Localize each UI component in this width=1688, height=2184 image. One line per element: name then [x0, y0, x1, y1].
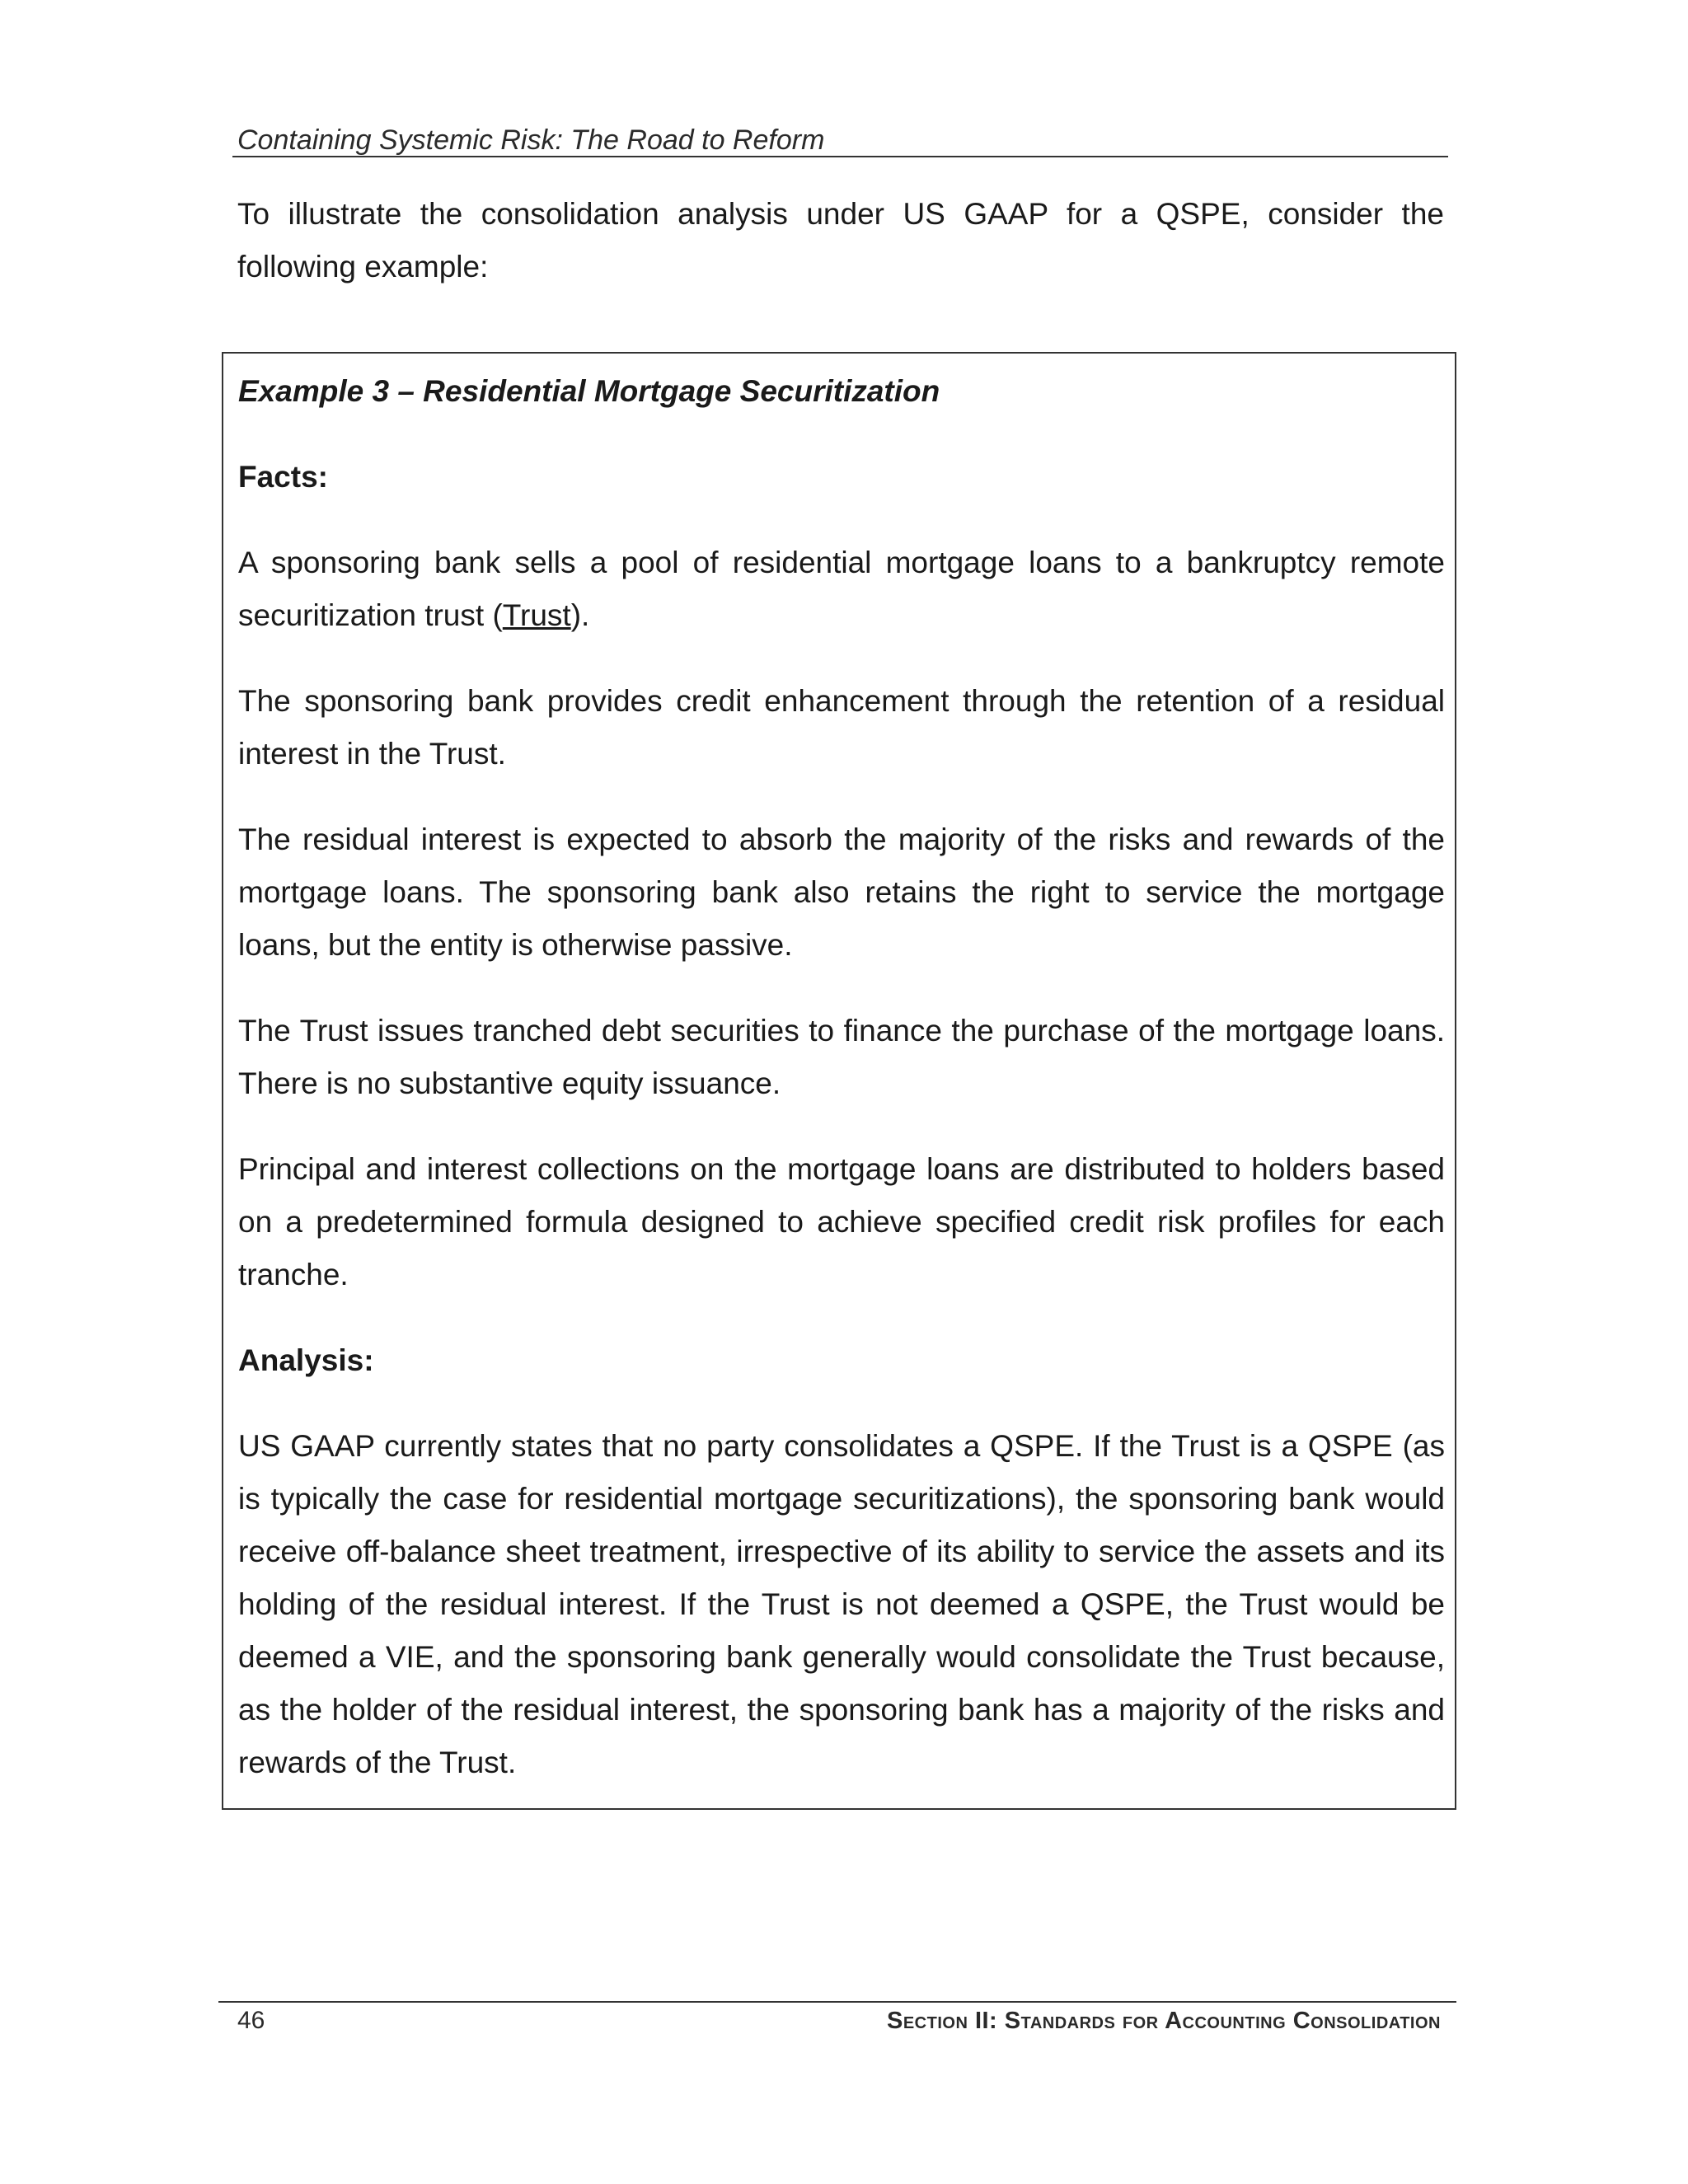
example-title: Example 3 – Residential Mortgage Securitization	[238, 374, 940, 408]
fact-paragraph-2: The sponsoring bank provides credit enhancement through the retention of a residual interest in the Trust.	[238, 684, 1445, 771]
analysis-paragraph: US GAAP currently states that no party consolidates a QSPE. If the Trust is a QSPE (as is typically the case for residential mortgage securitizations), the sponsoring bank would receive off-balance sheet treatment, irrespective of its ability to service the assets and its holding of the residual interest. If the Trust is not deemed a QSPE, the Trust would be deemed a VIE, and the sponsoring bank generally would consolidate the Trust because, as the holder of the residual interest, the sponsoring bank has a majority of the risks and rewards of the Trust.	[238, 1429, 1445, 1779]
facts-heading: Facts:	[238, 460, 328, 494]
intro-paragraph: To illustrate the consolidation analysis under US GAAP for a QSPE, consider the following example:	[237, 197, 1444, 284]
example-box	[222, 352, 1456, 1810]
fact-1-text-start: A sponsoring bank sells a pool of residential mortgage loans to a bankruptcy remote securitization trust (	[238, 546, 1445, 632]
page-number: 46	[237, 2007, 265, 2034]
analysis-heading: Analysis:	[238, 1343, 374, 1377]
header-rule	[232, 156, 1448, 157]
running-header-title: Containing Systemic Risk: The Road to Reform	[237, 124, 825, 156]
example-box-content	[238, 365, 1445, 1822]
fact-paragraph-4: The Trust issues tranched debt securities to finance the purchase of the mortgage loans. There is no substantive equity issuance.	[238, 1014, 1445, 1100]
fact-paragraph-1	[238, 537, 1445, 642]
fact-paragraph-5: Principal and interest collections on the mortgage loans are distributed to holders based on a predetermined formula designed to achieve specified credit risk profiles for each tranche.	[238, 1152, 1445, 1291]
trust-defined-term: Trust	[502, 598, 571, 632]
section-footer-title: Section II: Standards for Accounting Consolidation	[886, 2008, 1441, 2034]
fact-paragraph-3: The residual interest is expected to absorb the majority of the risks and rewards of the mortgage loans. The sponsoring bank also retains the right to service the mortgage loans, but the entity is otherwise passive.	[238, 823, 1445, 962]
fact-1-text-end: ).	[570, 598, 590, 632]
